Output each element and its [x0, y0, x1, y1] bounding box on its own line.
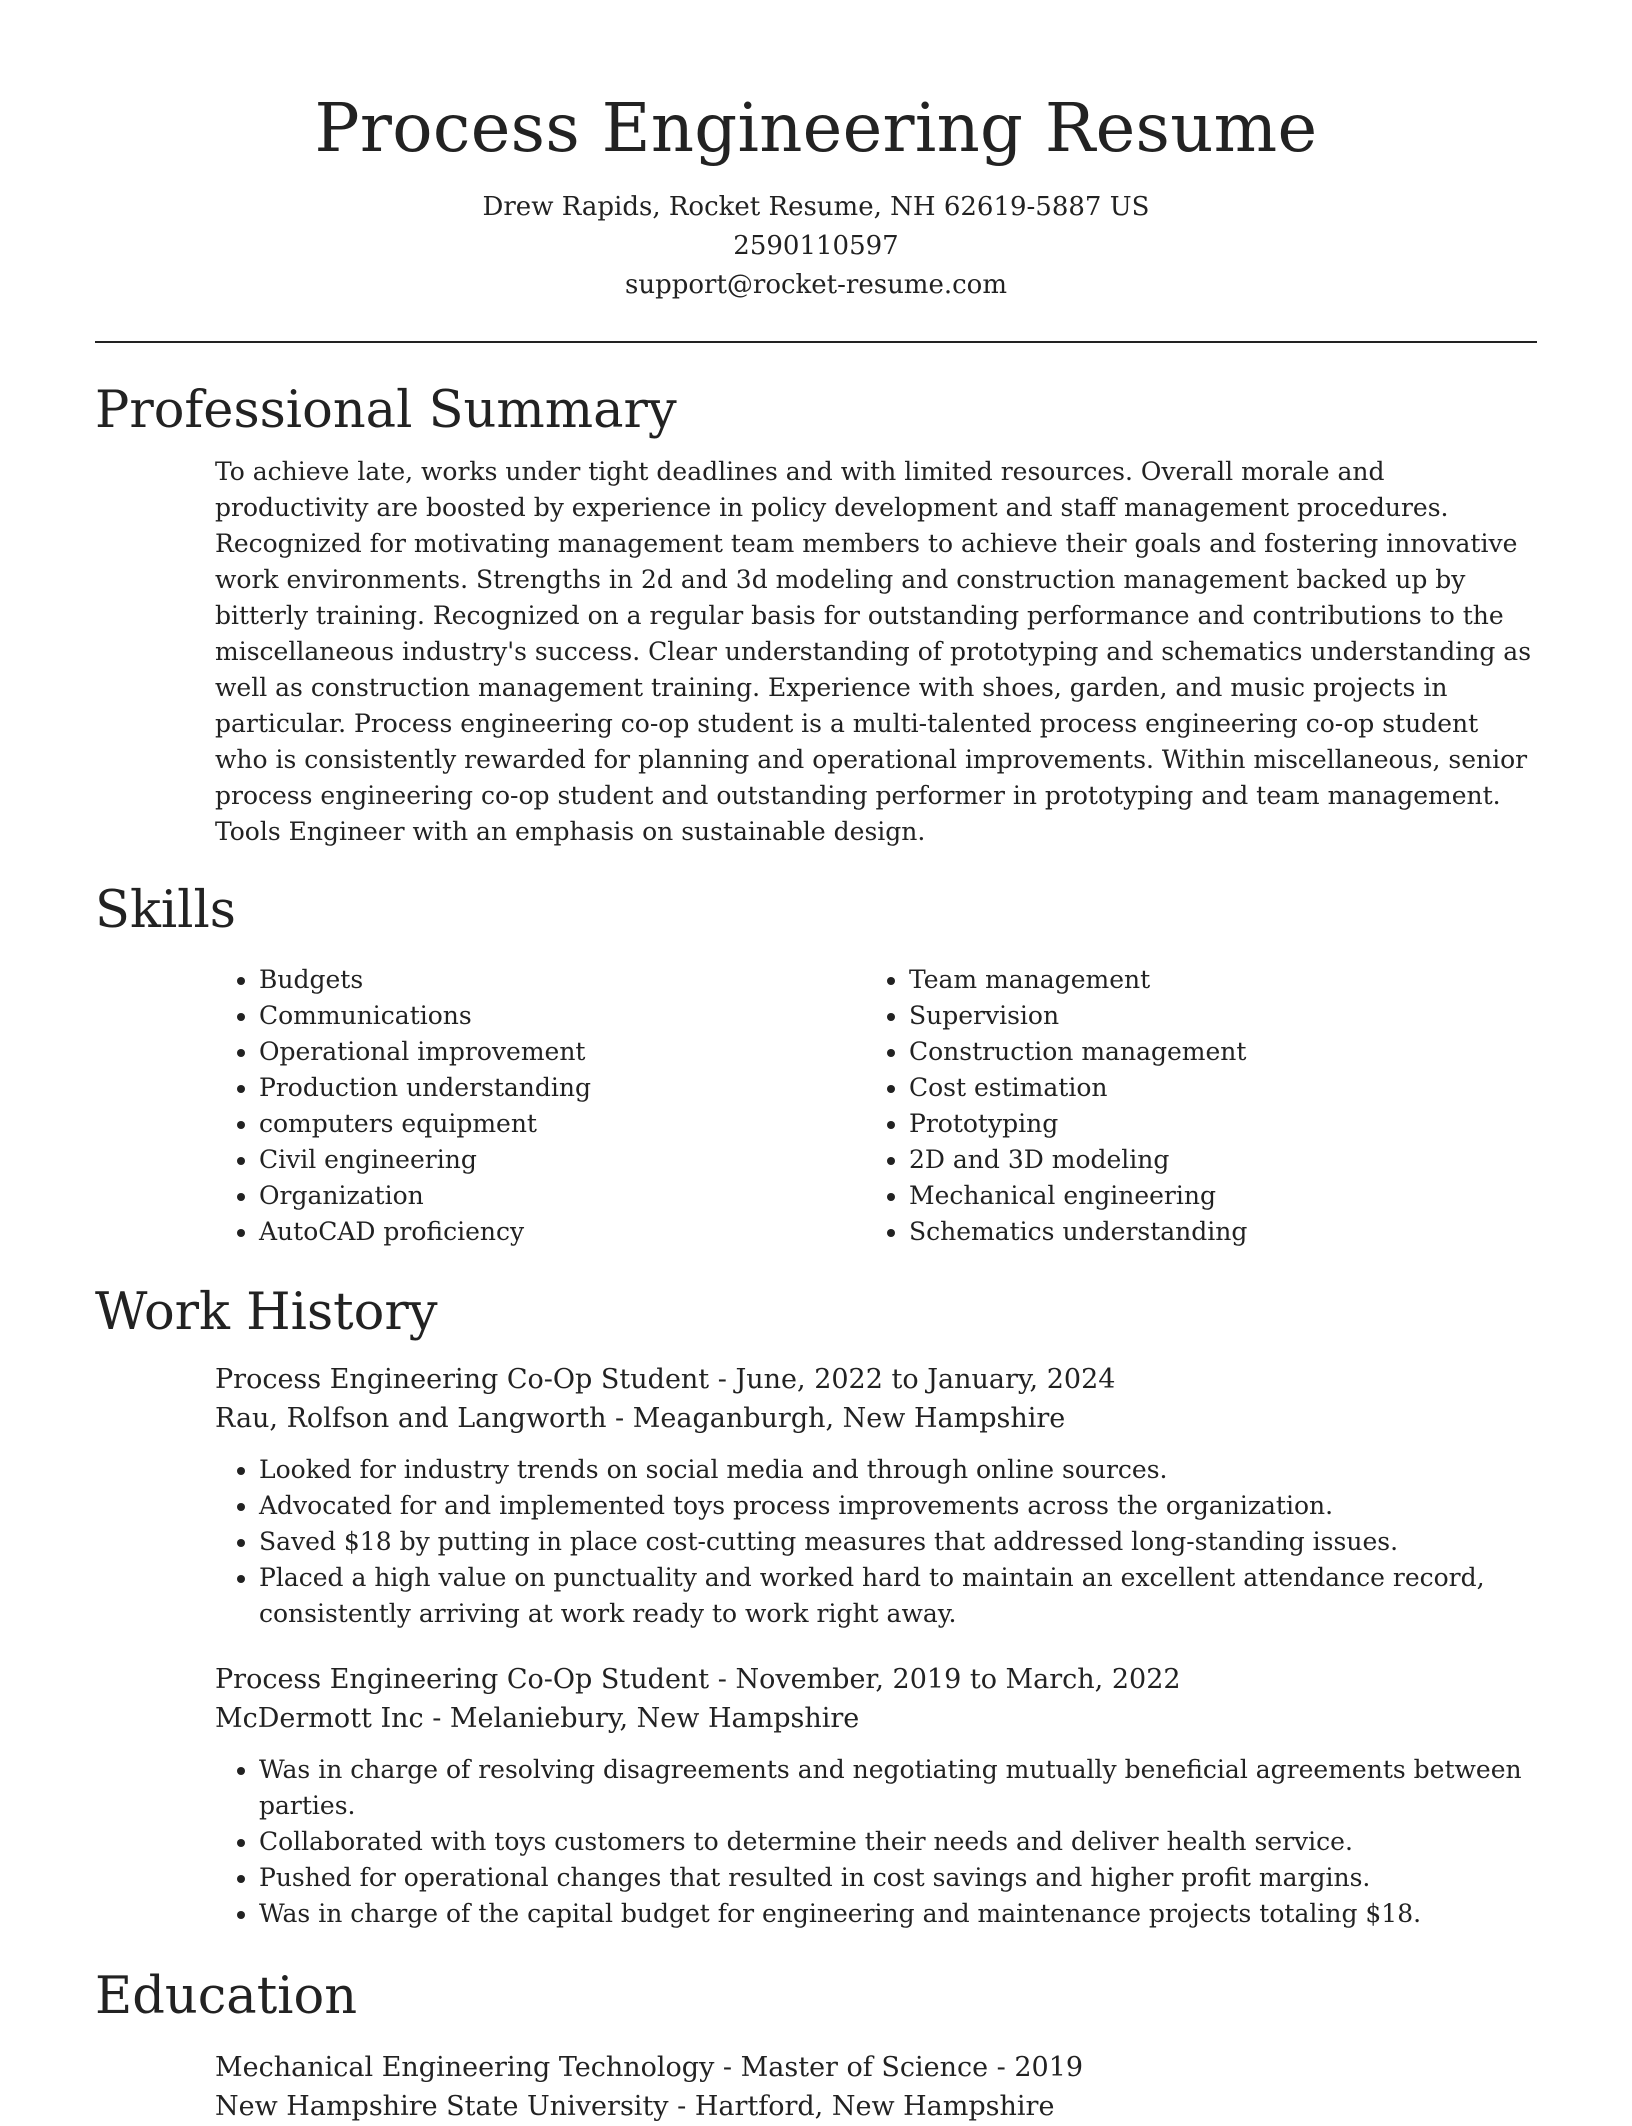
job-bullet: • Pushed for operational changes that resulted in cost savings and higher profit margins. — [259, 1860, 1537, 1896]
job-bullet: • Looked for industry trends on social media and through online sources. — [259, 1452, 1537, 1488]
school-line — [215, 2087, 1537, 2126]
job-company-line — [215, 1699, 1537, 1738]
job-entry — [95, 1660, 1537, 1932]
job-entry — [95, 1360, 1537, 1632]
school-location: - Hartford, New Hampshire — [668, 2091, 1055, 2122]
contact-email: support@rocket-resume.com — [624, 270, 1007, 300]
job-bullet: • Was in charge of resolving disagreements and negotiating mutually beneficial agreements between parties. — [259, 1752, 1537, 1824]
skill-item: • Operational improvement — [259, 1034, 865, 1070]
degree: Mechanical Engineering Technology - Master of Science — [215, 2052, 989, 2083]
contact-phone: 2590110597 — [733, 231, 899, 261]
skills-column-left — [215, 962, 865, 1250]
skill-item: • Civil engineering — [259, 1142, 865, 1178]
job-dates: - June, 2022 to January, 2024 — [709, 1364, 1116, 1395]
job-bullet: • Placed a high value on punctuality and worked hard to maintain an excellent attendance record, consistently arriving at work ready to work right away. — [259, 1560, 1537, 1632]
job-bullet: • Advocated for and implemented toys process improvements across the organization. — [259, 1488, 1537, 1524]
degree-line — [215, 2048, 1537, 2087]
job-title: Process Engineering Co-Op Student — [215, 1364, 710, 1395]
skill-item: • Team management — [909, 962, 1515, 998]
section-heading-summary: Professional Summary — [95, 381, 677, 440]
job-bullets — [215, 1452, 1537, 1632]
skill-item: • 2D and 3D modeling — [909, 1142, 1515, 1178]
page-title: Process Engineering Resume — [314, 89, 1318, 167]
summary-section — [95, 374, 1537, 850]
skills-section — [95, 874, 1537, 1250]
skills-list-left — [215, 962, 865, 1250]
section-heading-education: Education — [95, 1967, 358, 2026]
job-company: McDermott Inc — [215, 1703, 424, 1734]
graduation-year: - 2019 — [988, 2052, 1084, 2083]
header-divider — [95, 341, 1537, 343]
section-heading-work-history: Work History — [95, 1283, 438, 1342]
job-title-line — [215, 1660, 1537, 1699]
skill-item: • Prototyping — [909, 1106, 1515, 1142]
section-heading-skills: Skills — [95, 881, 236, 940]
skill-item: • Communications — [259, 998, 865, 1034]
school-name: New Hampshire State University — [215, 2091, 669, 2122]
job-location: - Meaganburgh, New Hampshire — [606, 1403, 1066, 1434]
resume-body — [95, 374, 1537, 2126]
skill-item: • Production understanding — [259, 1070, 865, 1106]
skills-columns — [95, 962, 1537, 1250]
skill-item: • Mechanical engineering — [909, 1178, 1515, 1214]
skill-item: • Supervision — [909, 998, 1515, 1034]
job-location: - Melaniebury, New Hampshire — [423, 1703, 860, 1734]
skill-item: • Organization — [259, 1178, 865, 1214]
job-dates: - November, 2019 to March, 2022 — [709, 1664, 1181, 1695]
skills-list-right — [865, 962, 1515, 1250]
job-bullet: • Collaborated with toys customers to determine their needs and deliver health service. — [259, 1824, 1537, 1860]
job-company: Rau, Rolfson and Langworth — [215, 1403, 607, 1434]
skills-column-right — [865, 962, 1515, 1250]
skill-item: • Schematics understanding — [909, 1214, 1515, 1250]
skill-item: • computers equipment — [259, 1106, 865, 1142]
job-title-line — [215, 1360, 1537, 1399]
job-company-line — [215, 1399, 1537, 1438]
education-entry — [95, 2048, 1537, 2126]
resume-header — [0, 0, 1632, 305]
skill-item: • AutoCAD proficiency — [259, 1214, 865, 1250]
job-bullet: • Saved $18 by putting in place cost-cutting measures that addressed long-standing issues. — [259, 1524, 1537, 1560]
job-bullets — [215, 1752, 1537, 1932]
summary-text: To achieve late, works under tight deadlines and with limited resources. Overall morale and productivity are boosted by experience in policy development and staff management procedures. Recognized for motivating management team members to achieve their goals and fostering innovative work environments. Strengths in 2d and 3d modeling and construction management backed up by bitterly training. Recognized on a regular basis for outstanding performance and contributions to the miscellaneous industry's success. Clear understanding of prototyping and schematics understanding as well as construction management training. Experience with shoes, garden, and music projects in particular. Process engineering co-op student is a multi-talented process engineering co-op student who is consistently rewarded for planning and operational improvements. Within miscellaneous, senior process engineering co-op student and outstanding performer in prototyping and team management. Tools Engineer with an emphasis on sustainable design. — [215, 457, 1532, 846]
job-bullet: • Was in charge of the capital budget for engineering and maintenance projects totaling $18. — [259, 1896, 1537, 1932]
contact-block — [0, 188, 1632, 305]
contact-address: Drew Rapids, Rocket Resume, NH 62619-5887 US — [482, 192, 1150, 222]
skill-item: • Construction management — [909, 1034, 1515, 1070]
work-history-section — [95, 1276, 1537, 1932]
education-section — [95, 1960, 1537, 2126]
job-title: Process Engineering Co-Op Student — [215, 1664, 710, 1695]
skill-item: • Budgets — [259, 962, 865, 998]
skill-item: • Cost estimation — [909, 1070, 1515, 1106]
